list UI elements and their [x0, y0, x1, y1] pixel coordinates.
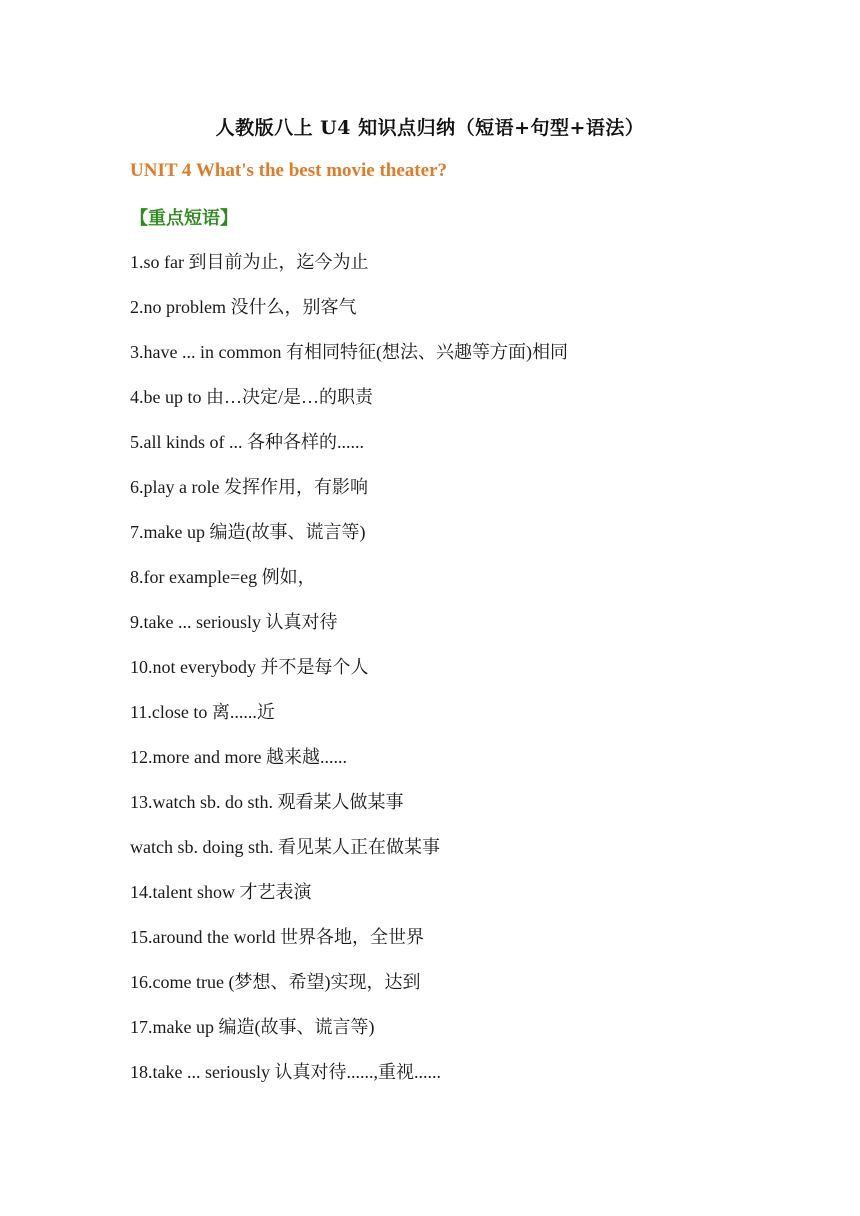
phrase-item: 6.play a role 发挥作用，有影响 [130, 477, 368, 497]
phrase-item: 18.take ... seriously 认真对待......,重视...... [130, 1062, 441, 1082]
phrase-item: 4.be up to 由…决定/是…的职责 [130, 387, 373, 407]
phrase-item: 15.around the world 世界各地，全世界 [130, 927, 424, 947]
document-title: 人教版八上 U4 知识点归纳（短语+句型+语法） [215, 117, 645, 139]
phrase-item: 16.come true (梦想、希望)实现，达到 [130, 972, 421, 992]
phrase-list [130, 250, 568, 1105]
phrase-item: 2.no problem 没什么，别客气 [130, 297, 357, 317]
phrase-item: watch sb. doing sth. 看见某人正在做某事 [130, 837, 440, 857]
phrase-item: 9.take ... seriously 认真对待 [130, 612, 338, 632]
phrase-item: 12.more and more 越来越...... [130, 747, 347, 767]
phrase-item: 1.so far 到目前为止，迄今为止 [130, 252, 369, 272]
phrase-item: 13.watch sb. do sth. 观看某人做某事 [130, 792, 404, 812]
phrase-item: 5.all kinds of ... 各种各样的...... [130, 432, 364, 452]
unit-heading: UNIT 4 What's the best movie theater? [130, 160, 447, 181]
phrase-item: 10.not everybody 并不是每个人 [130, 657, 369, 677]
section-heading-key-phrases: 【重点短语】 [130, 208, 238, 229]
phrase-item: 14.talent show 才艺表演 [130, 882, 312, 902]
phrase-item: 7.make up 编造(故事、谎言等) [130, 522, 366, 542]
phrase-item: 8.for example=eg 例如， [130, 567, 316, 587]
phrase-item: 3.have ... in common 有相同特征(想法、兴趣等方面)相同 [130, 342, 568, 362]
phrase-item: 17.make up 编造(故事、谎言等) [130, 1017, 375, 1037]
phrase-item: 11.close to 离......近 [130, 702, 275, 722]
